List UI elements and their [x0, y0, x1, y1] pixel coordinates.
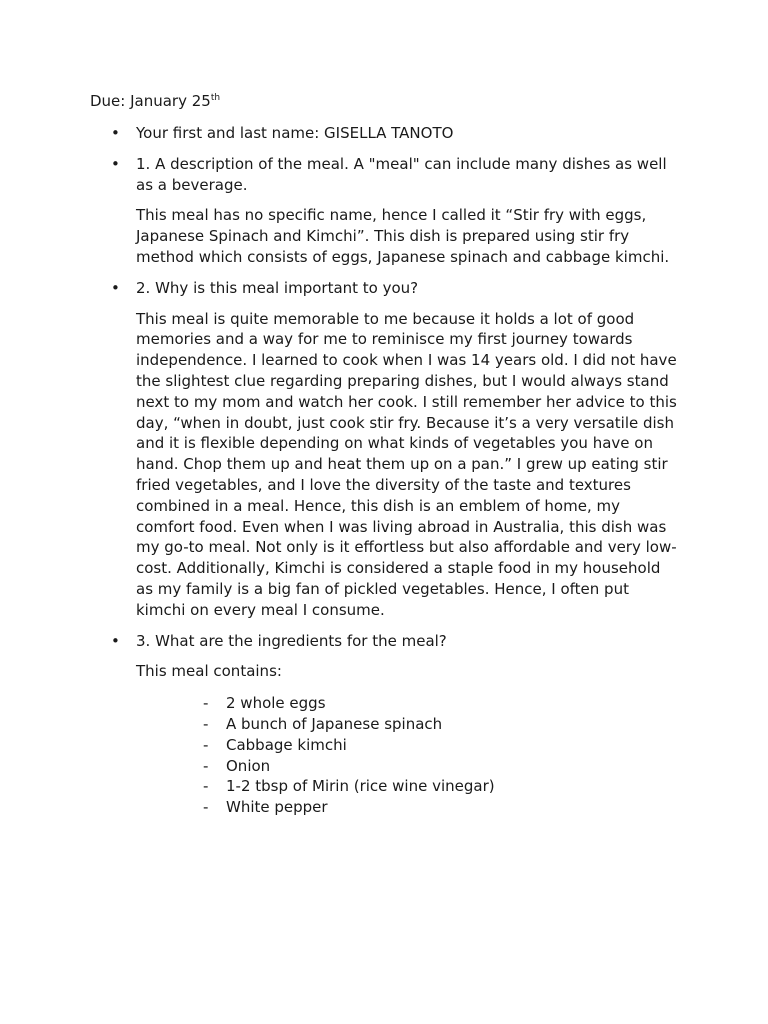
list-item	[0, 714, 768, 735]
question-3-text: 3. What are the ingredients for the meal?	[136, 631, 447, 650]
due-date-suffix: th	[210, 93, 221, 103]
dash-icon: -	[203, 714, 209, 733]
question-2-text: 2. Why is this meal important to you?	[136, 278, 419, 297]
answer-3-intro: This meal contains:	[136, 662, 282, 681]
bullet-item-name	[0, 123, 681, 144]
bullet-item-question-3	[0, 631, 681, 652]
bullet-item-question-2	[0, 278, 681, 299]
dash-icon: -	[203, 777, 209, 796]
list-item	[0, 756, 768, 777]
answer-2-paragraph: This meal is quite memorable to me because it holds a lot of good memories and a way for me to reminisce my first journey towards independence. I learned to cook when I was 14 years old. I did not have the slightest clue regarding preparing dishes, but I would always stand next to my mom and watch her cook. I still remember her advice to this day, “when in doubt, just cook stir fry. Because it’s a very versatile dish and it is flexible depending on what kinds of vegetables you have on hand. Chop them up and heat them up on a pan.” I grew up eating stir fried vegetables, and I love the diversity of the taste and textures combined in a meal. Hence, this dish is an emblem of home, my comfort food. Even when I was living abroad in Australia, this dish was my go-to meal. Not only is it effortless but also affordable and very low-cost. Additionally, Kimchi is considered a staple food in my household as my family is a big fan of pickled vegetables. Hence, I often put kimchi on every meal I consume.	[136, 309, 677, 619]
list-item	[0, 693, 768, 714]
document-body	[0, 123, 768, 817]
dash-icon: -	[203, 694, 209, 713]
list-item	[0, 797, 768, 818]
ingredient-text: 2 whole eggs	[226, 694, 326, 713]
due-date-label: Due: January 25	[90, 92, 211, 110]
list-item	[0, 735, 768, 756]
name-item-text: Your first and last name: GISELLA TANOTO	[136, 124, 454, 142]
list-item	[0, 776, 768, 797]
due-date	[90, 91, 220, 112]
bullet-icon: •	[111, 124, 120, 142]
ingredient-text: 1-2 tbsp of Mirin (rice wine vinegar)	[226, 777, 495, 796]
bullet-icon: •	[111, 278, 120, 297]
bullet-icon: •	[111, 631, 120, 650]
dash-icon: -	[203, 735, 209, 754]
ingredient-text: A bunch of Japanese spinach	[226, 714, 443, 733]
ingredient-text: White pepper	[226, 798, 328, 817]
dash-icon: -	[203, 798, 209, 817]
question-1-text: 1. A description of the meal. A "meal" can include many dishes as well as a beverage.	[136, 154, 667, 194]
bullet-icon: •	[111, 154, 120, 173]
answer-1-paragraph: This meal has no specific name, hence I called it “Stir fry with eggs, Japanese Spinach and Kimchi”. This dish is prepared using stir fry method which consists of eggs, Japanese spinach and cabbage kimchi.	[136, 206, 670, 266]
bullet-item-question-1	[0, 154, 681, 196]
ingredient-text: Cabbage kimchi	[226, 735, 347, 754]
dash-icon: -	[203, 756, 209, 775]
ingredients-list	[0, 693, 768, 818]
ingredient-text: Onion	[226, 756, 271, 775]
